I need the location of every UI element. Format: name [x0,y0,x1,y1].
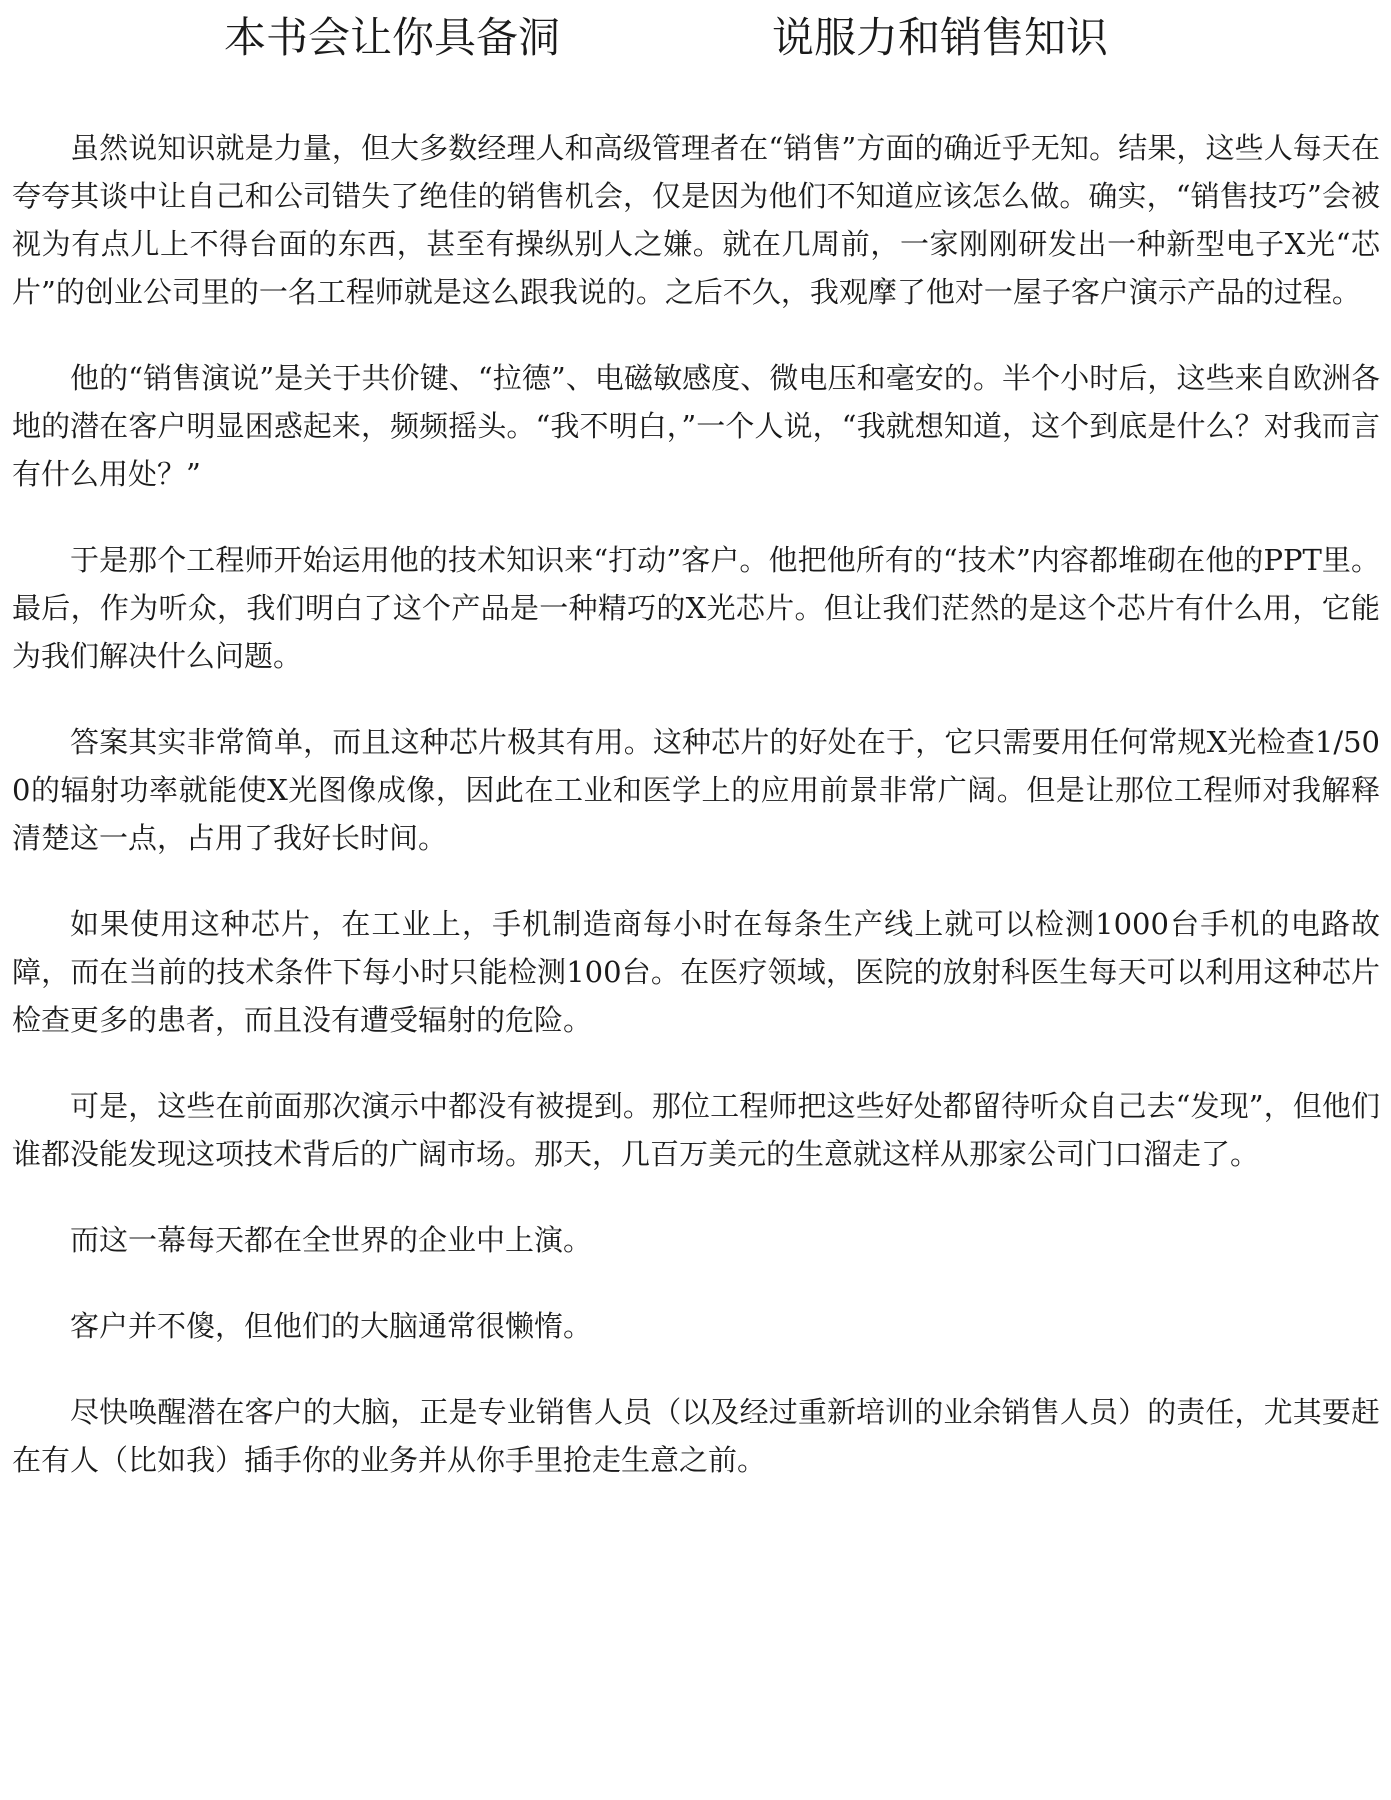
page-title [0,8,1391,68]
paragraph-5: 如果使用这种芯片，在工业上，手机制造商每小时在每条生产线上就可以检测1000台手机的电路故障，而在当前的技术条件下每小时只能检测100台。在医疗领域，医院的放射科医生每天可以利用这种芯片检查更多的患者，而且没有遭受辐射的危险。 [12,907,1380,1037]
paragraph-6: 可是，这些在前面那次演示中都没有被提到。那位工程师把这些好处都留待听众自己去“发现”，但他们谁都没能发现这项技术背后的广阔市场。那天，几百万美元的生意就这样从那家公司门口溜走了。 [12,1089,1380,1171]
paragraph-4: 答案其实非常简单，而且这种芯片极其有用。这种芯片的好处在于，它只需要用任何常规X光检查1/500的辐射功率就能使X光图像成像，因此在工业和医学上的应用前景非常广阔。但是让那位工程师对我解释清楚这一点，占用了我好长时间。 [12,725,1380,855]
paragraph-2: 他的“销售演说”是关于共价键、“拉德”、电磁敏感度、微电压和毫安的。半个小时后，这些来自欧洲各地的潜在客户明显困惑起来，频频摇头。“我不明白，”一个人说，“我就想知道，这个到底是什么？对我而言有什么用处？” [12,361,1380,491]
paragraph-3: 于是那个工程师开始运用他的技术知识来“打动”客户。他把他所有的“技术”内容都堆砌在他的PPT里。最后，作为听众，我们明白了这个产品是一种精巧的X光芯片。但让我们茫然的是这个芯片有什么用，它能为我们解决什么问题。 [12,543,1380,673]
paragraph-1: 虽然说知识就是力量，但大多数经理人和高级管理者在“销售”方面的确近乎无知。结果，这些人每天在夸夸其谈中让自己和公司错失了绝佳的销售机会，仅是因为他们不知道应该怎么做。确实，“销售技巧”会被视为有点儿上不得台面的东西，甚至有操纵别人之嫌。就在几周前，一家刚刚研发出一种新型电子X光“芯片”的创业公司里的一名工程师就是这么跟我说的。之后不久，我观摩了他对一屋子客户演示产品的过程。 [12,131,1380,309]
paragraph-7: 而这一幕每天都在全世界的企业中上演。 [70,1223,593,1257]
paragraph-8: 客户并不傻，但他们的大脑通常很懒惰。 [70,1309,593,1343]
body-text [12,124,1380,1522]
paragraph-9: 尽快唤醒潜在客户的大脑，正是专业销售人员（以及经过重新培训的业余销售人员）的责任，尤其要赶在有人（比如我）插手你的业务并从你手里抢走生意之前。 [12,1395,1380,1477]
page-title-part-2: 说服力和销售知识 [772,13,1109,62]
page-title-part-1: 本书会让你具备洞 [224,13,561,62]
